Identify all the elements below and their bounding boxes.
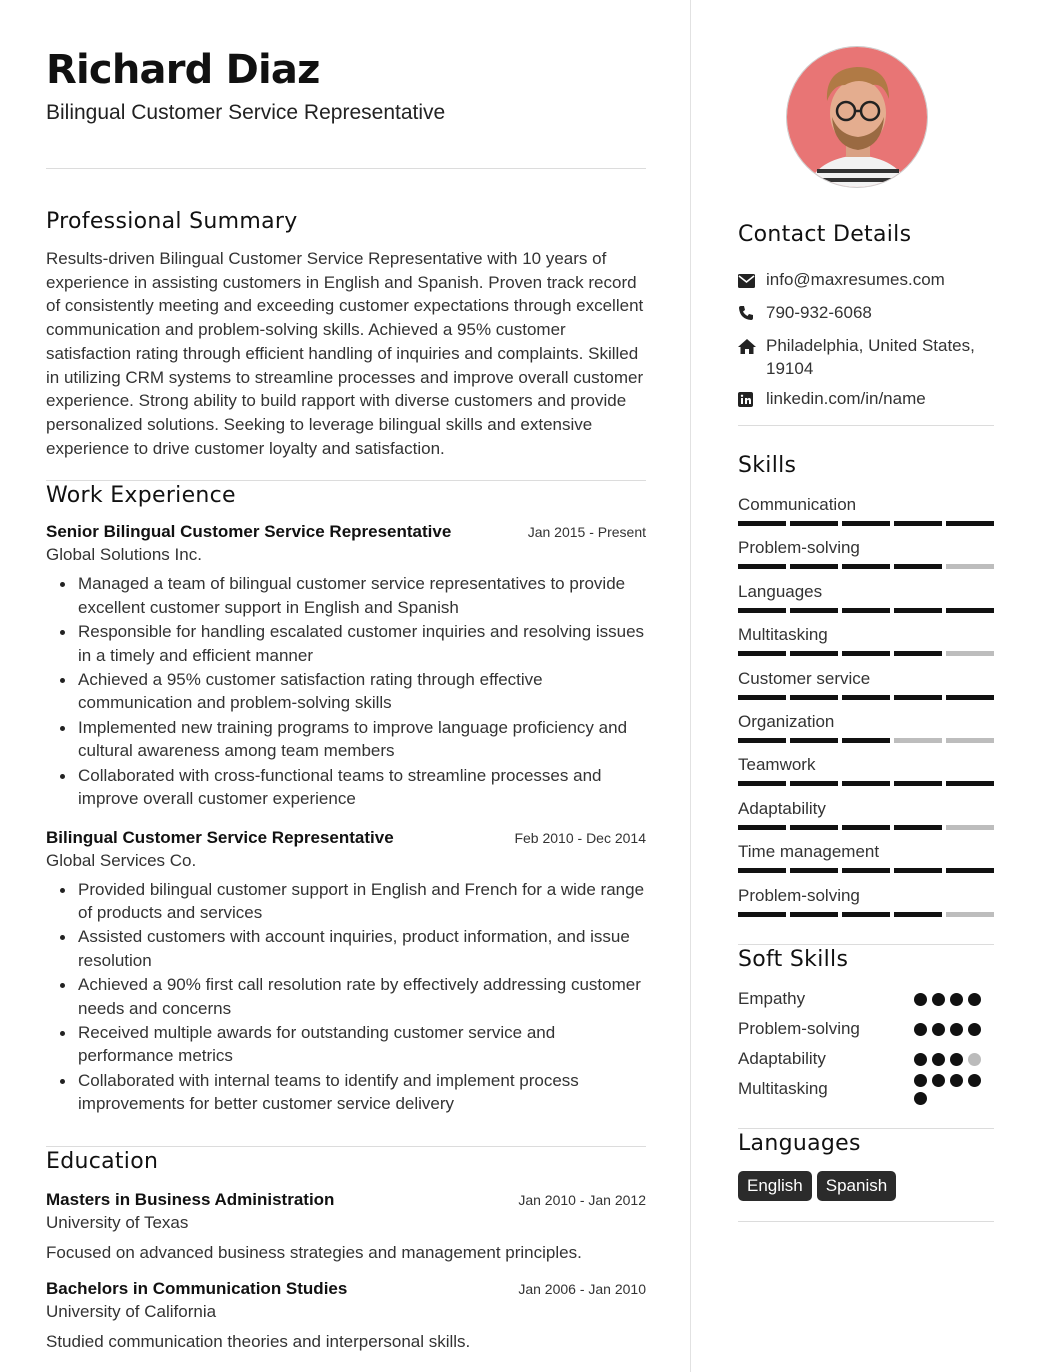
skill-level-segment [790,825,838,830]
email-text[interactable]: info@maxresumes.com [766,270,945,289]
rating-dot [932,1074,945,1087]
skill-level-segment [738,912,786,917]
phone-text[interactable]: 790-932-6068 [766,303,872,322]
candidate-title: Bilingual Customer Service Representative [46,101,446,124]
skill-level-bar [738,651,994,656]
languages-heading: Languages [738,1131,861,1156]
skill-level-segment [790,781,838,786]
school-name: University of Texas [46,1212,189,1232]
summary-text: Results-driven Bilingual Customer Service Representative with 10 years of experience in assisting customers in English and Spanish. Proven track record of consistently meeting and exceeding customer expectations through excellent communication and problem-solving skills. Achieved a 95% customer satisfaction rating through efficient handling of inquiries and complaints. Skilled in utilizing CRM systems to streamline processes and improve overall customer experience. Strong ability to build rapport with diverse customers and provide personalized solutions. Seeking to leverage bilingual skills and extensive experience to drive customer loyalty and satisfaction. [46,249,644,458]
rating-dot [914,1023,927,1036]
education-entry [46,1189,646,1265]
soft-skill-rating [914,1074,994,1105]
rating-dot [950,1074,963,1087]
job-title: Bilingual Customer Service Representative [46,827,394,847]
rating-dot [914,1053,927,1066]
education-description: Studied communication theories and interpersonal skills. [46,1332,471,1352]
skill-level-segment [894,738,942,743]
education-header [46,1278,646,1300]
contact-email [738,268,994,294]
skill-level-bar [738,781,994,786]
job-bullet: Achieved a 90% first call resolution rate by effectively addressing customer needs and concerns [46,973,646,1020]
skill-item [738,711,994,754]
skill-level-segment [946,781,994,786]
skill-level-segment [842,564,890,569]
skill-level-segment [738,738,786,743]
skill-level-segment [842,868,890,873]
skill-name: Multitasking [738,625,828,645]
linkedin-icon [738,387,766,413]
skill-level-segment [894,781,942,786]
soft-skill-item [738,1014,994,1044]
job-bullet: Assisted customers with account inquiries, product information, and issue resolution [46,925,646,972]
job-date: Feb 2010 - Dec 2014 [514,829,646,846]
skill-level-bar [738,695,994,700]
skill-name: Organization [738,711,835,731]
languages-divider [738,1221,994,1222]
degree-title: Masters in Business Administration [46,1189,335,1209]
rating-dot [968,1053,981,1066]
job-bullet: Achieved a 95% customer satisfaction rating through effective communication and problem-solving skills [46,668,646,715]
skill-level-bar [738,868,994,873]
skill-item [738,624,994,667]
contact-linkedin [738,387,994,413]
rating-dot [932,1053,945,1066]
languages-list [738,1171,994,1201]
skill-level-segment [842,651,890,656]
job-header [46,827,646,849]
skill-level-segment [738,651,786,656]
skill-name: Languages [738,581,823,601]
linkedin-text[interactable]: linkedin.com/in/name [766,389,926,408]
skill-level-segment [790,695,838,700]
job-bullet: Collaborated with internal teams to identify and implement process improvements for better customer service delivery [46,1069,646,1116]
skill-item [738,754,994,797]
language-badge: Spanish [817,1171,896,1201]
soft-skills-heading: Soft Skills [738,947,849,972]
skill-item [738,841,994,884]
skills-heading: Skills [738,453,797,478]
skill-level-segment [842,608,890,613]
skill-level-segment [790,521,838,526]
skill-item [738,581,994,624]
skill-item [738,798,994,841]
skill-level-segment [738,825,786,830]
experience-heading: Work Experience [46,483,236,509]
contact-phone [738,301,994,327]
home-icon [738,334,766,360]
skill-level-segment [894,564,942,569]
skill-level-segment [842,521,890,526]
skill-level-bar [738,521,994,526]
skill-level-segment [946,564,994,569]
rating-dot [914,1074,927,1087]
job-bullet: Managed a team of bilingual customer service representatives to provide excellent customer support in English and Spanish [46,572,646,619]
phone-icon [738,301,766,327]
column-divider [690,0,691,1372]
skill-name: Teamwork [738,755,816,775]
skill-level-segment [790,651,838,656]
rating-dot [950,993,963,1006]
skill-item [738,668,994,711]
skill-level-segment [946,608,994,613]
jobs-list [46,521,646,1115]
skill-level-segment [842,825,890,830]
soft-skill-rating [914,1023,994,1036]
skill-level-segment [946,825,994,830]
skill-level-segment [738,781,786,786]
soft-skill-item [738,984,994,1014]
job-bullet: Responsible for handling escalated customer inquiries and resolving issues in a timely and efficient manner [46,620,646,667]
skill-level-segment [946,521,994,526]
soft-skill-name: Problem-solving [738,1019,860,1038]
job-title: Senior Bilingual Customer Service Representative [46,522,452,542]
skill-item [738,494,994,537]
skill-level-segment [894,521,942,526]
language-badge: English [738,1171,812,1201]
job-bullet: Received multiple awards for outstanding customer service and performance metrics [46,1021,646,1068]
avatar [786,46,928,188]
skill-level-segment [738,868,786,873]
skill-level-segment [790,868,838,873]
envelope-icon [738,268,766,294]
skill-level-segment [738,608,786,613]
degree-title: Bachelors in Communication Studies [46,1279,348,1299]
skill-level-segment [842,695,890,700]
education-list [46,1189,646,1354]
job-bullets [46,878,646,1116]
soft-skill-rating [914,1053,994,1066]
summary-heading: Professional Summary [46,209,298,234]
job-date: Jan 2015 - Present [527,524,646,541]
address-text: Philadelphia, United States, 19104 [766,336,975,378]
contact-address [738,334,994,380]
skill-level-segment [790,608,838,613]
skill-level-segment [842,912,890,917]
header-divider [46,168,646,169]
skill-level-bar [738,738,994,743]
contact-list [738,268,994,413]
main-column [46,44,646,1354]
skill-level-segment [790,738,838,743]
job-entry [46,827,646,1116]
soft-skill-item [738,1074,994,1104]
skill-level-segment [894,651,942,656]
skill-level-segment [946,651,994,656]
education-heading: Education [46,1148,159,1174]
soft-skill-name: Multitasking [738,1079,828,1098]
soft-skill-name: Empathy [738,989,806,1008]
skill-level-segment [738,564,786,569]
skill-item [738,885,994,928]
rating-dot [914,1092,927,1105]
rating-dot [968,1074,981,1087]
skill-item [738,537,994,580]
job-bullet: Collaborated with cross-functional teams to streamline processes and improve overall customer experience [46,764,646,811]
skill-name: Communication [738,495,857,514]
skill-level-segment [790,912,838,917]
contact-heading: Contact Details [738,222,912,247]
skills-list [738,494,994,928]
job-bullet: Implemented new training programs to improve language proficiency and cultural awareness among team members [46,716,646,763]
school-name: University of California [46,1302,217,1322]
education-entry [46,1278,646,1354]
soft-skill-item [738,1044,994,1074]
rating-dot [914,993,927,1006]
skill-name: Problem-solving [738,885,860,905]
candidate-name: Richard Diaz [46,47,320,93]
education-date: Jan 2010 - Jan 2012 [518,1191,646,1208]
education-date: Jan 2006 - Jan 2010 [518,1281,646,1298]
skill-level-segment [946,738,994,743]
skill-name: Customer service [738,668,871,688]
skill-level-bar [738,564,994,569]
skill-name: Adaptability [738,798,826,818]
rating-dot [932,993,945,1006]
job-entry [46,521,646,810]
skill-name: Time management [738,842,880,862]
skill-level-bar [738,608,994,613]
rating-dot [968,993,981,1006]
skill-level-segment [738,521,786,526]
skill-name: Problem-solving [738,538,860,558]
rating-dot [950,1023,963,1036]
rating-dot [950,1053,963,1066]
skill-level-segment [894,695,942,700]
skill-level-bar [738,825,994,830]
skill-level-segment [842,738,890,743]
skill-level-segment [946,912,994,917]
job-bullet: Provided bilingual customer support in English and French for a wide range of products and services [46,878,646,925]
skill-level-segment [842,781,890,786]
skill-level-segment [790,564,838,569]
skill-level-segment [894,608,942,613]
job-header [46,521,646,543]
skill-level-segment [894,868,942,873]
skill-level-segment [894,912,942,917]
job-bullets [46,572,646,810]
skill-level-segment [894,825,942,830]
education-description: Focused on advanced business strategies and management principles. [46,1242,582,1262]
skill-level-segment [738,695,786,700]
job-company: Global Solutions Inc. [46,545,202,565]
skill-level-segment [946,868,994,873]
skill-level-bar [738,912,994,917]
contact-divider [738,425,994,426]
job-company: Global Services Co. [46,850,197,870]
soft-skill-name: Adaptability [738,1049,826,1068]
rating-dot [932,1023,945,1036]
education-header [46,1189,646,1211]
skill-level-segment [946,695,994,700]
soft-skill-rating [914,993,994,1006]
soft-skills-list [738,984,994,1104]
rating-dot [968,1023,981,1036]
